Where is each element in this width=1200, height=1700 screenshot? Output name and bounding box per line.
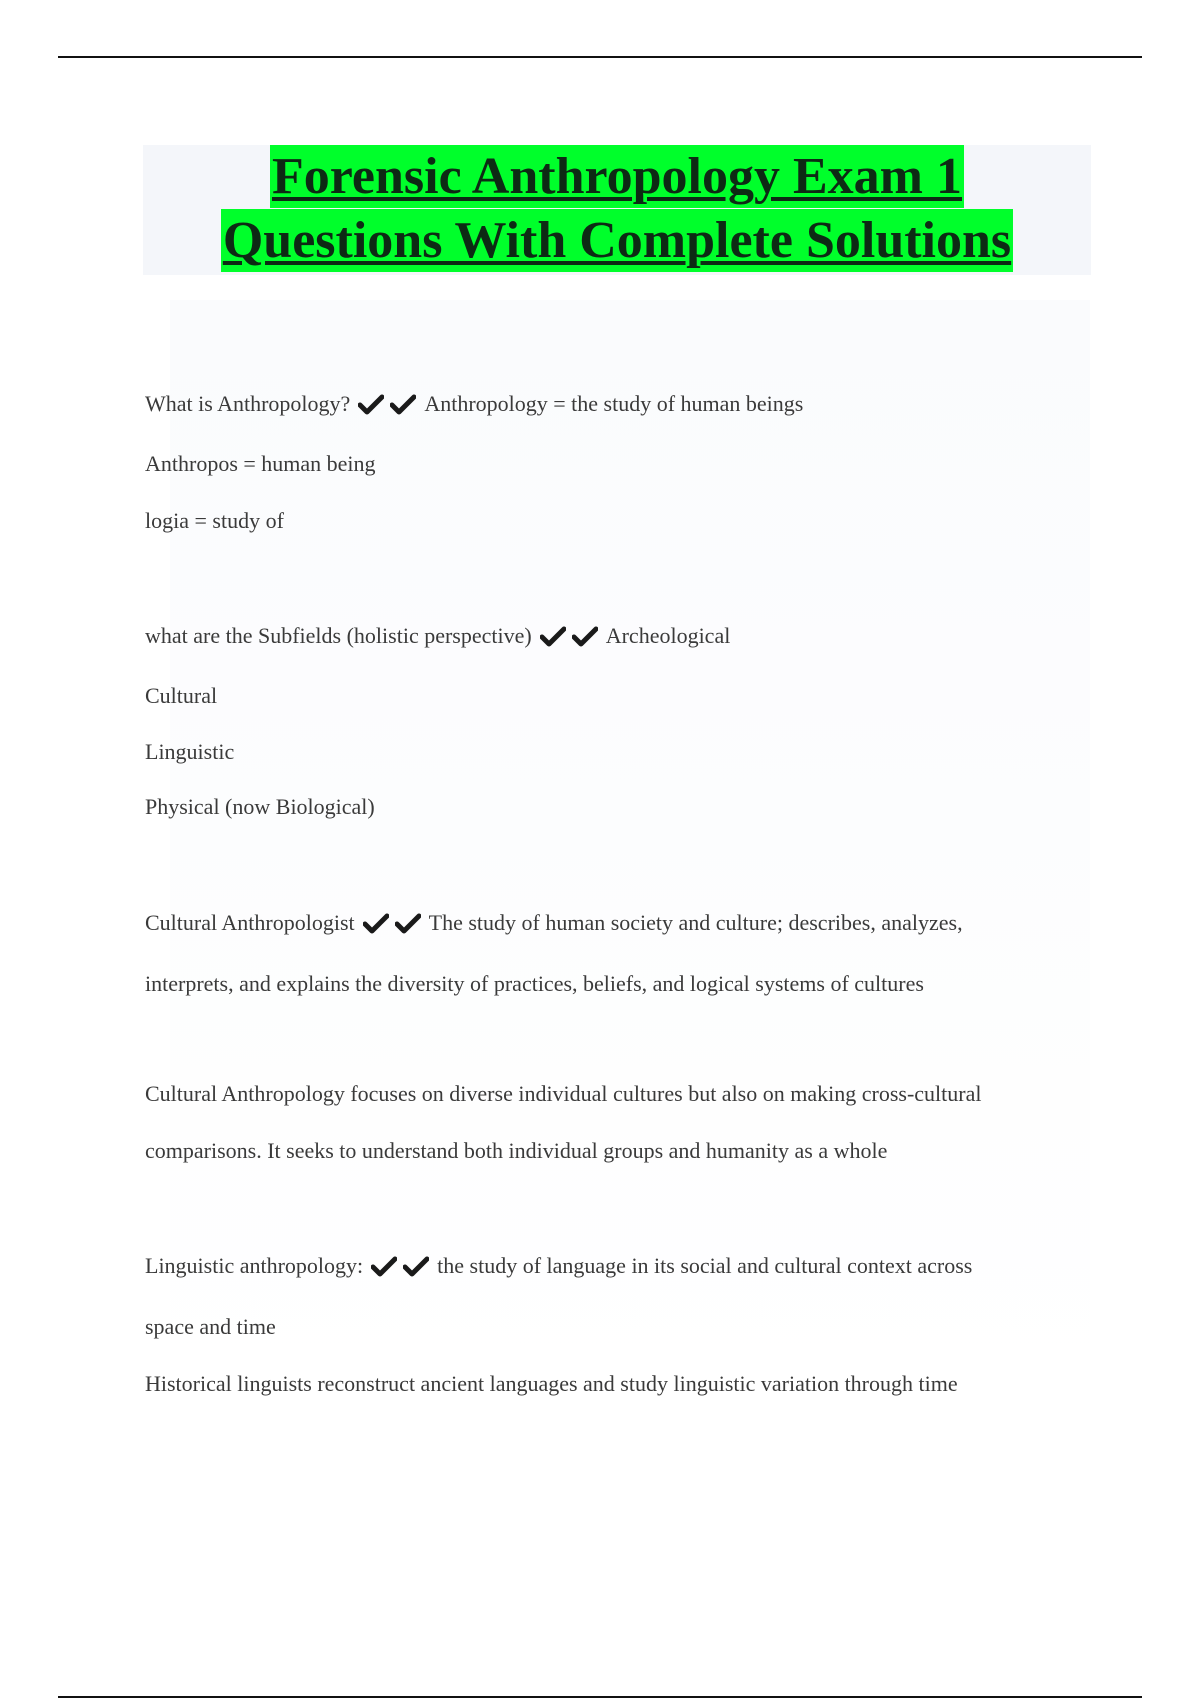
answer-line: comparisons. It seeks to understand both individual groups and humanity as a whole bbox=[145, 1138, 888, 1163]
check-mark-icon bbox=[358, 393, 384, 415]
answer-text: Archeological bbox=[605, 623, 731, 648]
answer-line: Cultural Anthropology focuses on diverse individual cultures but also on making cross-cultural bbox=[145, 1081, 982, 1106]
answer-line: Linguistic bbox=[145, 739, 235, 764]
answer-line: Anthropos = human being bbox=[145, 451, 376, 476]
qa-item-1 bbox=[145, 390, 803, 418]
answer-line: Historical linguists reconstruct ancient languages and study linguistic variation through time bbox=[145, 1371, 958, 1396]
qa-item-2 bbox=[145, 622, 730, 650]
qa-item-4 bbox=[145, 1252, 972, 1280]
answer-text: The study of human society and culture; describes, analyzes, bbox=[428, 910, 963, 935]
answer-checks bbox=[363, 909, 427, 937]
title-banner bbox=[143, 145, 1091, 275]
question-text: What is Anthropology? bbox=[145, 391, 351, 416]
question-text: Cultural Anthropologist bbox=[145, 910, 355, 935]
qa-item-3 bbox=[145, 909, 963, 937]
answer-text: the study of language in its social and cultural context across bbox=[437, 1253, 973, 1278]
top-rule bbox=[58, 56, 1142, 58]
question-text: Linguistic anthropology: bbox=[145, 1253, 364, 1278]
check-mark-icon bbox=[540, 625, 566, 647]
check-mark-icon bbox=[371, 1255, 397, 1277]
answer-checks bbox=[358, 390, 422, 418]
check-mark-icon bbox=[403, 1255, 429, 1277]
question-text: what are the Subfields (holistic perspective) bbox=[145, 623, 532, 648]
answer-line: logia = study of bbox=[145, 508, 284, 533]
answer-line: interprets, and explains the diversity of practices, beliefs, and logical systems of cultures bbox=[145, 971, 924, 996]
answer-line: space and time bbox=[145, 1314, 276, 1339]
answer-checks bbox=[371, 1252, 435, 1280]
check-mark-icon bbox=[363, 912, 389, 934]
check-mark-icon bbox=[395, 912, 421, 934]
check-mark-icon bbox=[572, 625, 598, 647]
check-mark-icon bbox=[390, 393, 416, 415]
document-title-line-2: Questions With Complete Solutions bbox=[221, 209, 1013, 272]
answer-line: Physical (now Biological) bbox=[145, 794, 375, 819]
answer-text: Anthropology = the study of human beings bbox=[424, 391, 804, 416]
document-title-line-1: Forensic Anthropology Exam 1 bbox=[270, 145, 964, 208]
answer-line: Cultural bbox=[145, 683, 218, 708]
answer-checks bbox=[540, 622, 604, 650]
bottom-rule bbox=[58, 1696, 1142, 1698]
